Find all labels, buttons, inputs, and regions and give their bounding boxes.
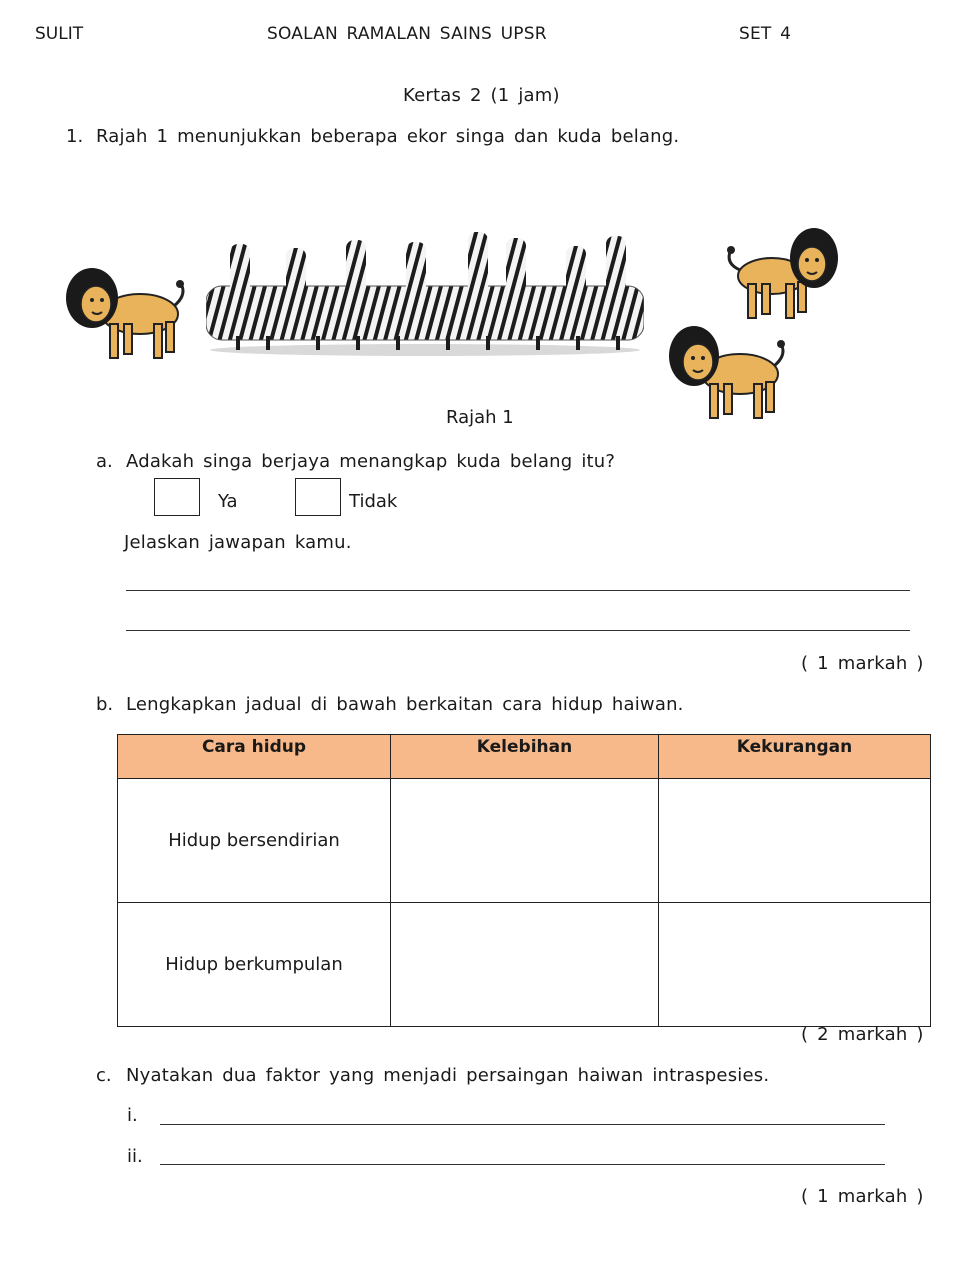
table-cell-lifestyle: Hidup bersendirian [118, 779, 391, 903]
question-number: 1. [66, 126, 84, 147]
answer-line-c1[interactable] [160, 1124, 885, 1125]
answer-line-a1[interactable] [126, 590, 910, 591]
part-c-item-i: i. [127, 1105, 138, 1126]
figure-caption: Rajah 1 [446, 407, 514, 428]
part-c-item-ii: ii. [127, 1146, 143, 1167]
part-a-marks: ( 1 markah ) [801, 653, 924, 674]
question-text: Rajah 1 menunjukkan beberapa ekor singa dan kuda belang. [96, 126, 680, 147]
paper-title: Kertas 2 (1 jam) [403, 85, 560, 106]
option-tidak-checkbox[interactable] [295, 478, 341, 516]
lion-right-bottom-image [666, 320, 790, 424]
answer-line-c2[interactable] [160, 1164, 885, 1165]
option-ya-label: Ya [218, 491, 238, 512]
part-b-label: b. [96, 694, 114, 715]
part-c-question: Nyatakan dua faktor yang menjadi persaingan haiwan intraspesies. [126, 1065, 770, 1086]
answer-line-a2[interactable] [126, 630, 910, 631]
table-cell-lifestyle: Hidup berkumpulan [118, 903, 391, 1027]
table-row [118, 903, 931, 1027]
part-a-question: Adakah singa berjaya menangkap kuda belang itu? [126, 451, 616, 472]
option-tidak-label: Tidak [349, 491, 398, 512]
table-header-row [118, 735, 931, 779]
table-cell-answer[interactable] [659, 779, 931, 903]
lion-right-top-image [722, 224, 840, 326]
option-ya-checkbox[interactable] [154, 478, 200, 516]
part-c-marks: ( 1 markah ) [801, 1186, 924, 1207]
table-cell-answer[interactable] [391, 779, 659, 903]
part-c-label: c. [96, 1065, 112, 1086]
part-b-question: Lengkapkan jadual di bawah berkaitan cara hidup haiwan. [126, 694, 684, 715]
header-left: SULIT [35, 24, 84, 44]
table-cell-answer[interactable] [659, 903, 931, 1027]
table-header-cell: Cara hidup [118, 735, 391, 779]
part-a-instruction: Jelaskan jawapan kamu. [124, 532, 352, 553]
lifestyle-table [117, 734, 931, 1027]
lion-left-image [62, 262, 190, 364]
table-cell-answer[interactable] [391, 903, 659, 1027]
table-row [118, 779, 931, 903]
table-header-cell: Kekurangan [659, 735, 931, 779]
zebra-herd-image [206, 228, 644, 356]
header-title: SOALAN RAMALAN SAINS UPSR [267, 24, 547, 44]
part-b-marks: ( 2 markah ) [801, 1024, 924, 1045]
header-set: SET 4 [739, 24, 792, 44]
table-header-cell: Kelebihan [391, 735, 659, 779]
part-a-label: a. [96, 451, 113, 472]
